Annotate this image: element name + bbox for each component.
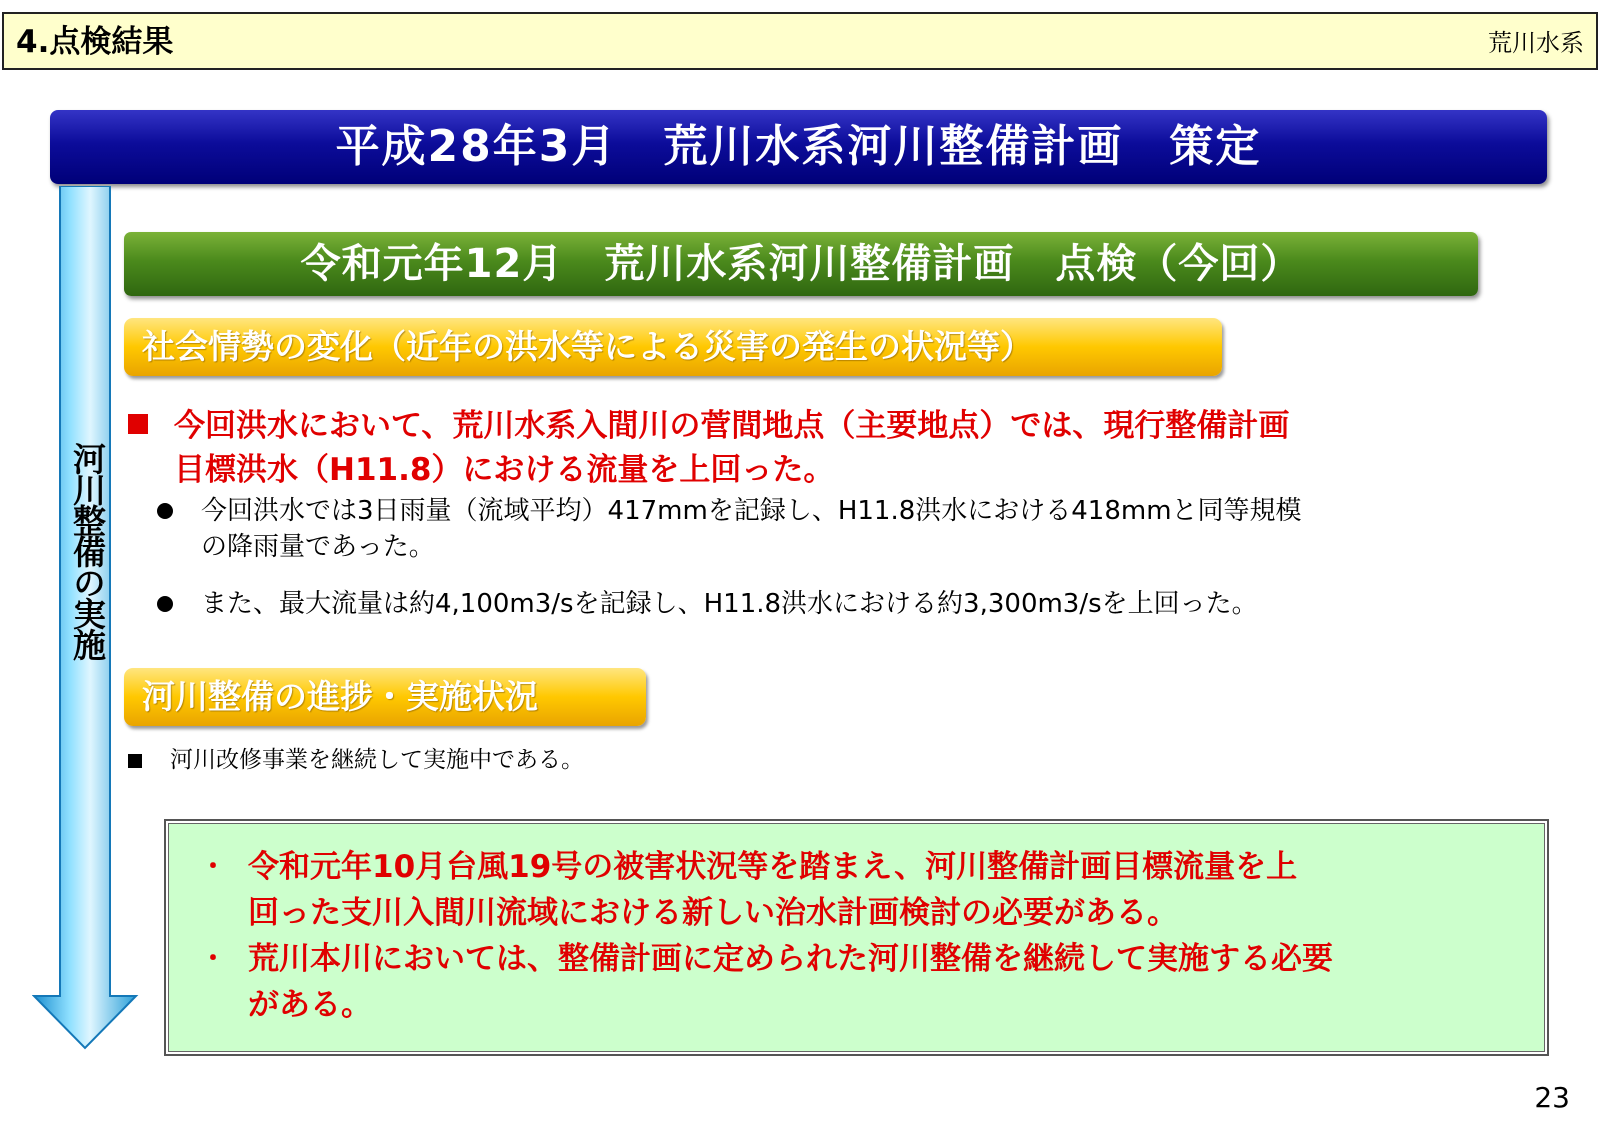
bullet-dot-icon xyxy=(157,503,173,519)
plan-review-banner: 令和元年12月 荒川水系河川整備計画 点検（今回） xyxy=(124,232,1478,296)
discharge-bullet-line-1: また、最大流量は約4,100m3/sを記録し、H11.8洪水における約3,300m3/sを上回った。 xyxy=(201,589,1258,619)
social-conditions-heading: 社会情勢の変化（近年の洪水等による災害の発生の状況等） xyxy=(124,318,1222,376)
bullet-dot-icon xyxy=(157,596,173,612)
main-finding-line-2: 目標洪水（H11.8）における流量を上回った。 xyxy=(174,452,835,488)
header-bar xyxy=(2,12,1598,70)
main-finding-text xyxy=(174,404,1474,492)
conclusion-box xyxy=(164,819,1549,1056)
main-finding-line-1: 今回洪水において、荒川水系入間川の菅間地点（主要地点）では、現行整備計画 xyxy=(174,408,1290,444)
black-square-bullet-icon xyxy=(128,754,142,768)
plan-established-banner: 平成28年3月 荒川水系河川整備計画 策定 xyxy=(50,110,1547,184)
progress-status-text: 河川改修事業を継続して実施中である。 xyxy=(170,747,584,773)
conclusion-item xyxy=(248,844,1297,936)
conclusion-item-1-line-2: 回った支川入間川流域における新しい治水計画検討の必要がある。 xyxy=(248,895,1178,931)
rainfall-bullet-line-1: 今回洪水では3日雨量（流域平均）417mmを記録し、H11.8洪水における418mmと同等規模 xyxy=(201,496,1302,526)
progress-status-heading: 河川整備の進捗・実施状況 xyxy=(124,668,646,726)
conclusion-bullet-icon: ・ xyxy=(200,852,227,882)
rainfall-bullet-line-2: の降雨量であった。 xyxy=(201,532,435,562)
conclusion-item-2-line-1: 荒川本川においては、整備計画に定められた河川整備を継続して実施する必要 xyxy=(248,941,1333,977)
slide-title: 4.点検結果 xyxy=(16,24,174,60)
discharge-bullet xyxy=(201,586,1461,622)
rainfall-bullet xyxy=(201,493,1461,565)
conclusion-item-1-line-1: 令和元年10月台風19号の被害状況等を踏まえ、河川整備計画目標流量を上 xyxy=(248,849,1298,885)
conclusion-bullet-icon: ・ xyxy=(200,944,227,974)
conclusion-item-2-line-2: がある。 xyxy=(248,987,372,1023)
page-number: 23 xyxy=(1534,1081,1570,1114)
red-square-bullet-icon xyxy=(128,414,148,434)
conclusion-item xyxy=(248,936,1333,1028)
river-improvement-implementation-label: 河川整備の実施 xyxy=(68,442,107,659)
river-system-name: 荒川水系 xyxy=(1488,29,1584,57)
